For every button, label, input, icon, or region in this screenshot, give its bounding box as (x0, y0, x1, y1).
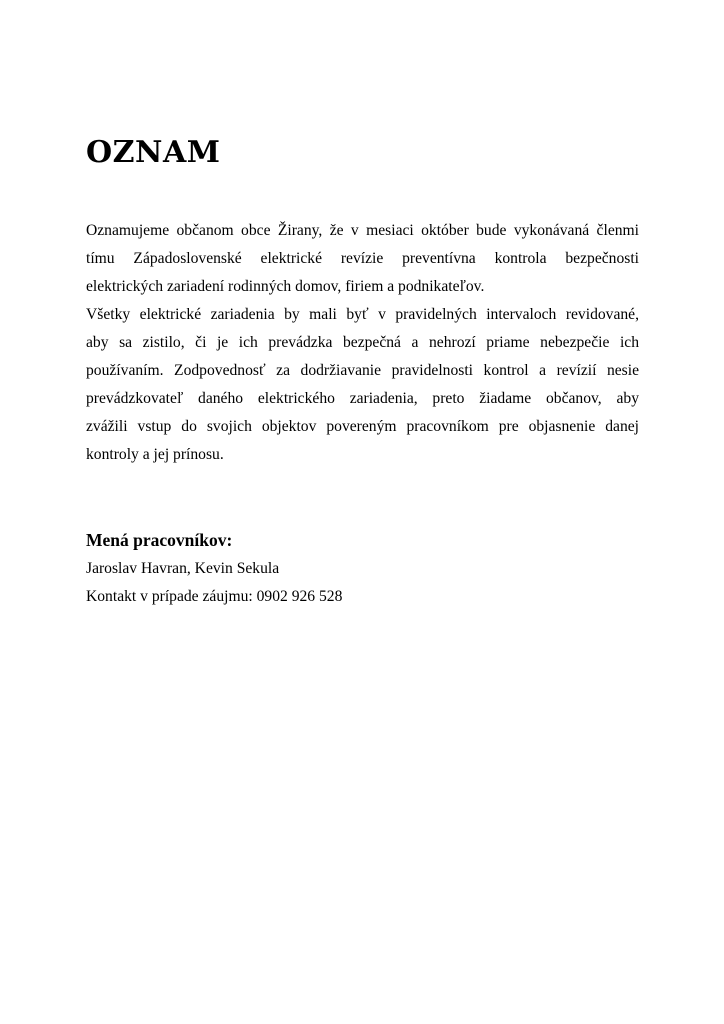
paragraph-line: zvážili vstup do svojich objektov povereným pracovníkom pre objasnenie danej (86, 418, 639, 435)
paragraph-line: Oznamujeme občanom obce Žirany, že v mesiaci október bude vykonávaná členmi (86, 222, 639, 239)
paragraph-line: prevádzkovateľ daného elektrického zariadenia, preto žiadame občanov, aby (86, 390, 639, 407)
paragraph-line: elektrických zariadení rodinných domov, firiem a podnikateľov. (86, 278, 485, 295)
paragraph-line: kontroly a jej prínosu. (86, 446, 224, 463)
paragraph-line: používaním. Zodpovednosť za dodržiavanie pravidelnosti kontrol a revízií nesie (86, 362, 639, 379)
paragraph-line: Všetky elektrické zariadenia by mali byť v pravidelných intervaloch revidované, (86, 306, 639, 323)
inspection-paragraph (86, 301, 639, 469)
paragraph-line: tímu Západoslovenské elektrické revízie preventívna kontrola bezpečnosti (86, 250, 639, 267)
contact-info: Kontakt v prípade záujmu: 0902 926 528 (86, 588, 343, 605)
workers-names: Jaroslav Havran, Kevin Sekula (86, 560, 280, 577)
announcement-paragraph (86, 217, 639, 301)
document-title: OZNAM (86, 135, 221, 170)
workers-heading: Mená pracovníkov: (86, 530, 233, 550)
paragraph-line: aby sa zistilo, či je ich prevádzka bezpečná a nehrozí priame nebezpečie ich (86, 334, 639, 351)
